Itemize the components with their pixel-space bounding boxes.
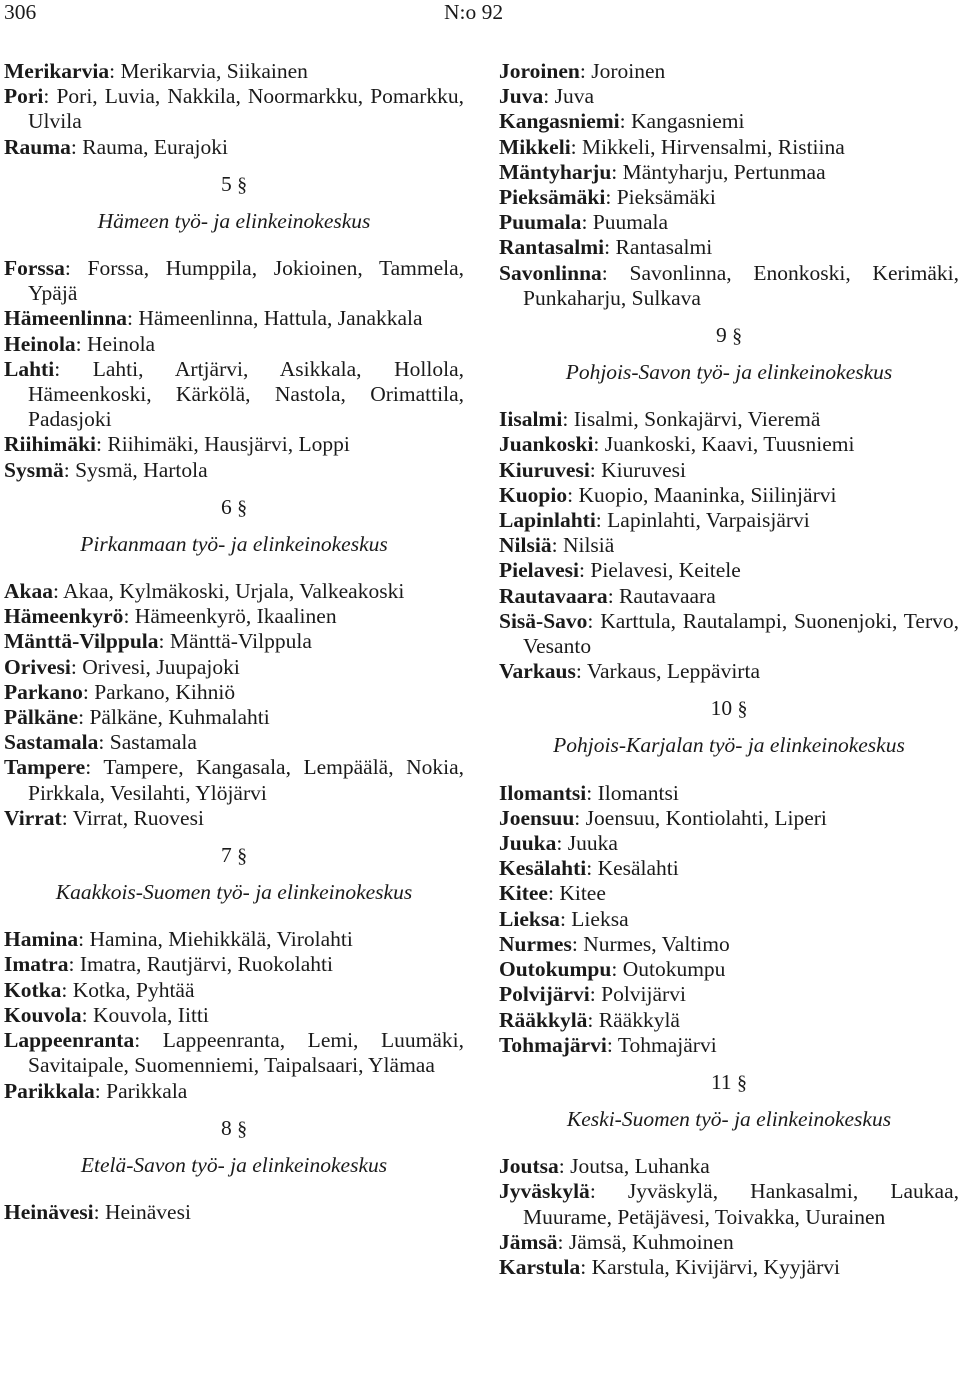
district-name: Rauma — [4, 134, 71, 159]
section-number-value: 6 — [220, 494, 232, 519]
section-number — [499, 1070, 959, 1095]
district-name: Akaa — [4, 579, 53, 604]
municipality-list: Pori, Luvia, Nakkila, Noormarkku, Pomarkku, Ulvila — [28, 84, 464, 134]
district-entry: Pieksämäki: Pieksämäki — [499, 185, 716, 210]
section-number-value: 5 — [220, 171, 232, 196]
municipality-list: Merikarvia, Siikainen — [120, 59, 308, 83]
section-title: Kaakkois-Suomen työ- ja elinkeinokeskus — [55, 880, 413, 905]
district-name: Polvijärvi — [499, 982, 590, 1007]
section-sign: § — [237, 845, 248, 868]
district-entry: Kiuruvesi: Kiuruvesi — [499, 457, 686, 482]
section-number-value: 9 — [715, 323, 727, 348]
district-name: Parikkala — [4, 1078, 95, 1103]
district-name: Tampere — [4, 755, 86, 780]
district-name: Imatra — [4, 952, 69, 977]
municipality-list: Hämeenlinna, Hattula, Janakkala — [138, 306, 423, 331]
municipality-list: Joensuu, Kontiolahti, Liperi — [585, 805, 827, 830]
district-entry: Rääkkylä: Rääkkylä — [499, 1007, 680, 1032]
section-number-value: 7 — [220, 843, 232, 868]
municipality-list: Orivesi, Juupajoki — [82, 654, 240, 679]
municipality-list: Sastamala — [109, 730, 197, 755]
district-entry: Parikkala: Parikkala — [4, 1078, 188, 1103]
page-number: 306 — [4, 0, 37, 24]
municipality-list: Polvijärvi — [601, 982, 686, 1007]
district-entry: Mäntyharju: Mäntyharju, Pertunmaa — [499, 159, 826, 184]
district-name: Forssa — [4, 256, 65, 281]
municipality-list: Lappeenranta, Lemi, Luumäki, Savitaipale, Suomenniemi, Taipalsaari, Ylämaa — [28, 1028, 464, 1078]
municipality-list: Puumala — [592, 210, 669, 235]
district-entry: Savonlinna: Savonlinna, Enonkoski, Kerimäki, Punkaharju, Sulkava — [499, 260, 959, 310]
section-number-value: 10 — [710, 696, 733, 721]
district-name: Sisä-Savo — [499, 608, 588, 633]
municipality-list: Karttula, Rautalampi, Suonenjoki, Tervo, Vesanto — [523, 608, 959, 659]
district-entry: Lappeenranta: Lappeenranta, Lemi, Luumäki, Savitaipale, Suomenniemi, Taipalsaari, Ylämaa — [4, 1028, 464, 1078]
municipality-list: Heinola — [87, 331, 156, 356]
district-entry: Joensuu: Joensuu, Kontiolahti, Liperi — [499, 805, 827, 830]
municipality-list: Ilomantsi — [597, 780, 679, 805]
district-name: Heinävesi — [4, 1199, 94, 1224]
section-title: Pohjois-Savon työ- ja elinkeinokeskus — [565, 360, 893, 385]
district-name: Joutsa — [499, 1154, 559, 1179]
district-name: Mänttä-Vilppula — [4, 629, 159, 654]
municipality-list: Parikkala — [106, 1078, 188, 1103]
municipality-list: Mänttä-Vilppula — [169, 629, 312, 654]
district-entry: Lieksa: Lieksa — [499, 906, 629, 931]
district-name: Kitee — [499, 881, 548, 906]
district-entry: Kangasniemi: Kangasniemi — [499, 109, 745, 134]
district-name: Nilsiä — [499, 533, 552, 558]
municipality-list: Tampere, Kangasala, Lempäälä, Nokia, Pirkkala, Vesilahti, Ylöjärvi — [28, 755, 464, 805]
district-name: Joensuu — [499, 805, 575, 830]
district-name: Kotka — [4, 977, 62, 1002]
district-entry: Nurmes: Nurmes, Valtimo — [499, 931, 730, 956]
district-name: Outokumpu — [499, 957, 612, 982]
section-title: Hämeen työ- ja elinkeinokeskus — [97, 208, 371, 233]
municipality-list: Kitee — [559, 881, 606, 906]
district-entry: Sisä-Savo: Karttula, Rautalampi, Suonenjoki, Tervo, Vesanto — [499, 608, 959, 659]
district-entry: Iisalmi: Iisalmi, Sonkajärvi, Vieremä — [499, 407, 821, 432]
district-name: Jämsä — [499, 1229, 558, 1254]
district-name: Kangasniemi — [499, 109, 620, 134]
district-name: Puumala — [499, 210, 582, 235]
municipality-list: Juankoski, Kaavi, Tuusniemi — [604, 432, 855, 457]
municipality-list: Pielavesi, Keitele — [590, 558, 741, 583]
district-name: Pori — [4, 84, 44, 109]
district-name: Kuopio — [499, 482, 568, 507]
district-entry: Joroinen: Joroinen — [499, 59, 666, 83]
municipality-list: Nilsiä — [562, 533, 615, 558]
section-title: Pohjois-Karjalan työ- ja elinkeinokeskus — [553, 733, 905, 758]
section-title: Keski-Suomen työ- ja elinkeinokeskus — [566, 1106, 892, 1131]
district-name: Sastamala — [4, 730, 99, 755]
municipality-list: Karstula, Kivijärvi, Kyyjärvi — [591, 1254, 840, 1279]
district-entry: Outokumpu: Outokumpu — [499, 957, 726, 982]
district-name: Varkaus — [499, 659, 576, 684]
municipality-list: Jyväskylä, Hankasalmi, Laukaa, Muurame, Petäjävesi, Toivakka, Uurainen — [523, 1179, 959, 1229]
district-entry: Rantasalmi: Rantasalmi — [499, 235, 713, 260]
district-name: Nurmes — [499, 931, 572, 956]
district-name: Rautavaara — [499, 583, 608, 608]
district-name: Pieksämäki — [499, 185, 606, 210]
district-name: Kouvola — [4, 1002, 82, 1027]
municipality-list: Heinävesi — [104, 1199, 191, 1224]
municipality-list: Nurmes, Valtimo — [583, 931, 730, 956]
district-name: Tohmajärvi — [499, 1032, 607, 1057]
district-entry: Puumala: Puumala — [499, 210, 669, 235]
district-name: Lapinlahti — [499, 508, 596, 533]
district-entry: Hamina: Hamina, Miehikkälä, Virolahti — [4, 927, 353, 952]
district-entry: Kuopio: Kuopio, Maaninka, Siilinjärvi — [499, 482, 837, 507]
section-sign: § — [737, 698, 748, 721]
district-name: Parkano — [4, 679, 83, 704]
district-entry: Mikkeli: Mikkeli, Hirvensalmi, Ristiina — [499, 134, 845, 159]
district-entry: Heinävesi: Heinävesi — [4, 1199, 191, 1224]
page-header — [0, 0, 960, 30]
section-number-value: 11 — [710, 1069, 732, 1094]
district-name: Savonlinna — [499, 260, 602, 285]
district-entry: Kitee: Kitee — [499, 881, 606, 906]
district-entry: Juva: Juva — [499, 84, 594, 109]
district-entry: Rauma: Rauma, Eurajoki — [4, 134, 228, 159]
district-entry: Jyväskylä: Jyväskylä, Hankasalmi, Laukaa, Muurame, Petäjävesi, Toivakka, Uurainen — [499, 1179, 959, 1229]
district-entry: Kotka: Kotka, Pyhtää — [4, 977, 195, 1002]
section-sign: § — [737, 1071, 748, 1094]
district-name: Mikkeli — [499, 134, 571, 159]
section-sign: § — [237, 496, 248, 519]
municipality-list: Tohmajärvi — [617, 1032, 717, 1057]
district-name: Riihimäki — [4, 432, 96, 457]
district-entry: Tohmajärvi: Tohmajärvi — [499, 1032, 717, 1057]
district-entry: Imatra: Imatra, Rautjärvi, Ruokolahti — [4, 952, 334, 977]
district-name: Iisalmi — [499, 407, 563, 432]
district-name: Pielavesi — [499, 558, 580, 583]
district-name: Hämeenkyrö — [4, 604, 124, 629]
municipality-list: Kuopio, Maaninka, Siilinjärvi — [578, 482, 837, 507]
district-entry: Lapinlahti: Lapinlahti, Varpaisjärvi — [499, 508, 810, 533]
municipality-list: Pälkäne, Kuhmalahti — [89, 705, 270, 730]
section-sign: § — [237, 1117, 248, 1140]
district-entry: Hämeenkyrö: Hämeenkyrö, Ikaalinen — [4, 604, 337, 629]
district-entry: Pielavesi: Pielavesi, Keitele — [499, 558, 741, 583]
municipality-list: Outokumpu — [622, 957, 726, 982]
municipality-list: Lieksa — [571, 906, 629, 931]
district-entry: Ilomantsi: Ilomantsi — [499, 780, 679, 805]
municipality-list: Lapinlahti, Varpaisjärvi — [607, 508, 810, 533]
district-name: Merikarvia — [4, 59, 110, 83]
district-name: Ilomantsi — [499, 780, 587, 805]
district-entry: Sysmä: Sysmä, Hartola — [4, 457, 208, 482]
district-entry: Varkaus: Varkaus, Leppävirta — [499, 659, 760, 684]
municipality-list: Juuka — [567, 831, 618, 856]
district-entry: Kesälahti: Kesälahti — [499, 856, 679, 881]
municipality-list: Kesälahti — [597, 856, 679, 881]
municipality-list: Riihimäki, Hausjärvi, Loppi — [107, 432, 350, 457]
district-entry: Pälkäne: Pälkäne, Kuhmalahti — [4, 705, 270, 730]
municipality-list: Joutsa, Luhanka — [570, 1154, 710, 1179]
district-entry: Nilsiä: Nilsiä — [499, 533, 615, 558]
municipality-list: Hamina, Miehikkälä, Virolahti — [89, 927, 353, 952]
district-name: Rantasalmi — [499, 235, 605, 260]
section-number-value: 8 — [220, 1115, 232, 1140]
district-name: Heinola — [4, 331, 76, 356]
district-entry: Jämsä: Jämsä, Kuhmoinen — [499, 1229, 734, 1254]
municipality-list: Lahti, Artjärvi, Asikkala, Hollola, Hämeenkoski, Kärkölä, Nastola, Orimattila, Padasjoki — [28, 356, 464, 432]
district-entry: Kouvola: Kouvola, Iitti — [4, 1002, 209, 1027]
district-entry: Virrat: Virrat, Ruovesi — [4, 805, 204, 830]
municipality-list: Pieksämäki — [616, 185, 716, 210]
district-entry: Forssa: Forssa, Humppila, Jokioinen, Tammela, Ypäjä — [4, 256, 464, 306]
district-entry: Rautavaara: Rautavaara — [499, 583, 716, 608]
district-entry: Juankoski: Juankoski, Kaavi, Tuusniemi — [499, 432, 855, 457]
district-name: Kiuruvesi — [499, 457, 590, 482]
district-name: Lahti — [4, 356, 55, 381]
municipality-list: Rautavaara — [619, 583, 716, 608]
municipality-list: Imatra, Rautjärvi, Ruokolahti — [79, 952, 334, 977]
municipality-list: Juva — [554, 84, 594, 109]
district-name: Lieksa — [499, 906, 560, 931]
district-entry: Karstula: Karstula, Kivijärvi, Kyyjärvi — [499, 1254, 840, 1279]
municipality-list: Forssa, Humppila, Jokioinen, Tammela, Ypäjä — [28, 256, 464, 306]
district-name: Juva — [499, 84, 544, 109]
municipality-list: Kangasniemi — [631, 109, 745, 134]
section-number — [4, 1116, 464, 1141]
municipality-list: Rääkkylä — [598, 1007, 680, 1032]
section-title: Pirkanmaan työ- ja elinkeinokeskus — [80, 531, 388, 556]
left-column — [4, 59, 464, 1225]
municipality-list: Hämeenkyrö, Ikaalinen — [134, 604, 337, 629]
section-sign: § — [732, 325, 743, 348]
district-name: Pälkäne — [4, 705, 79, 730]
section-title: Etelä-Savon työ- ja elinkeinokeskus — [80, 1152, 388, 1177]
section-number — [4, 495, 464, 520]
district-entry: Juuka: Juuka — [499, 831, 618, 856]
district-name: Juankoski — [499, 432, 594, 457]
municipality-list: Joroinen — [591, 59, 666, 83]
district-entry: Heinola: Heinola — [4, 331, 156, 356]
district-entry: Joutsa: Joutsa, Luhanka — [499, 1154, 710, 1179]
section-sign: § — [237, 173, 248, 196]
district-name: Karstula — [499, 1254, 581, 1279]
district-name: Virrat — [4, 805, 62, 830]
municipality-list: Rantasalmi — [615, 235, 713, 260]
municipality-list: Mäntyharju, Pertunmaa — [622, 159, 826, 184]
district-name: Rääkkylä — [499, 1007, 588, 1032]
district-name: Mäntyharju — [499, 159, 612, 184]
district-entry: Orivesi: Orivesi, Juupajoki — [4, 654, 240, 679]
district-entry: Akaa: Akaa, Kylmäkoski, Urjala, Valkeakoski — [4, 579, 405, 604]
section-number — [4, 843, 464, 868]
district-entry: Lahti: Lahti, Artjärvi, Asikkala, Hollola, Hämeenkoski, Kärkölä, Nastola, Orimattila, Padasjoki — [4, 356, 464, 432]
municipality-list: Varkaus, Leppävirta — [586, 659, 760, 684]
municipality-list: Jämsä, Kuhmoinen — [568, 1229, 734, 1254]
district-name: Joroinen — [499, 59, 580, 83]
municipality-list: Virrat, Ruovesi — [72, 805, 204, 830]
district-entry: Merikarvia: Merikarvia, Siikainen — [4, 59, 308, 83]
municipality-list: Mikkeli, Hirvensalmi, Ristiina — [582, 134, 845, 159]
district-entry: Riihimäki: Riihimäki, Hausjärvi, Loppi — [4, 432, 350, 457]
municipality-list: Parkano, Kihniö — [94, 679, 236, 704]
district-name: Kesälahti — [499, 856, 587, 881]
district-entry: Pori: Pori, Luvia, Nakkila, Noormarkku, Pomarkku, Ulvila — [4, 84, 464, 134]
section-number — [499, 696, 959, 721]
issue-number: N:o 92 — [444, 0, 504, 24]
district-name: Hamina — [4, 927, 79, 952]
district-entry: Polvijärvi: Polvijärvi — [499, 982, 686, 1007]
section-number — [4, 172, 464, 197]
district-name: Juuka — [499, 831, 557, 856]
district-name: Lappeenranta — [4, 1028, 135, 1053]
municipality-list: Kiuruvesi — [601, 457, 686, 482]
district-entry: Sastamala: Sastamala — [4, 730, 197, 755]
district-name: Jyväskylä — [499, 1179, 590, 1204]
municipality-list: Iisalmi, Sonkajärvi, Vieremä — [573, 407, 821, 432]
municipality-list: Rauma, Eurajoki — [82, 134, 228, 159]
district-entry: Hämeenlinna: Hämeenlinna, Hattula, Janakkala — [4, 306, 423, 331]
municipality-list: Akaa, Kylmäkoski, Urjala, Valkeakoski — [63, 579, 405, 604]
district-name: Orivesi — [4, 654, 71, 679]
municipality-list: Savonlinna, Enonkoski, Kerimäki, Punkaharju, Sulkava — [523, 260, 959, 310]
municipality-list: Sysmä, Hartola — [75, 457, 208, 482]
district-entry: Tampere: Tampere, Kangasala, Lempäälä, Nokia, Pirkkala, Vesilahti, Ylöjärvi — [4, 755, 464, 805]
district-entry: Mänttä-Vilppula: Mänttä-Vilppula — [4, 629, 312, 654]
municipality-list: Kouvola, Iitti — [93, 1002, 209, 1027]
section-number — [499, 323, 959, 348]
municipality-list: Kotka, Pyhtää — [72, 977, 195, 1002]
district-entry: Parkano: Parkano, Kihniö — [4, 679, 236, 704]
district-name: Hämeenlinna — [4, 306, 128, 331]
district-name: Sysmä — [4, 457, 64, 482]
right-column — [499, 59, 959, 1280]
